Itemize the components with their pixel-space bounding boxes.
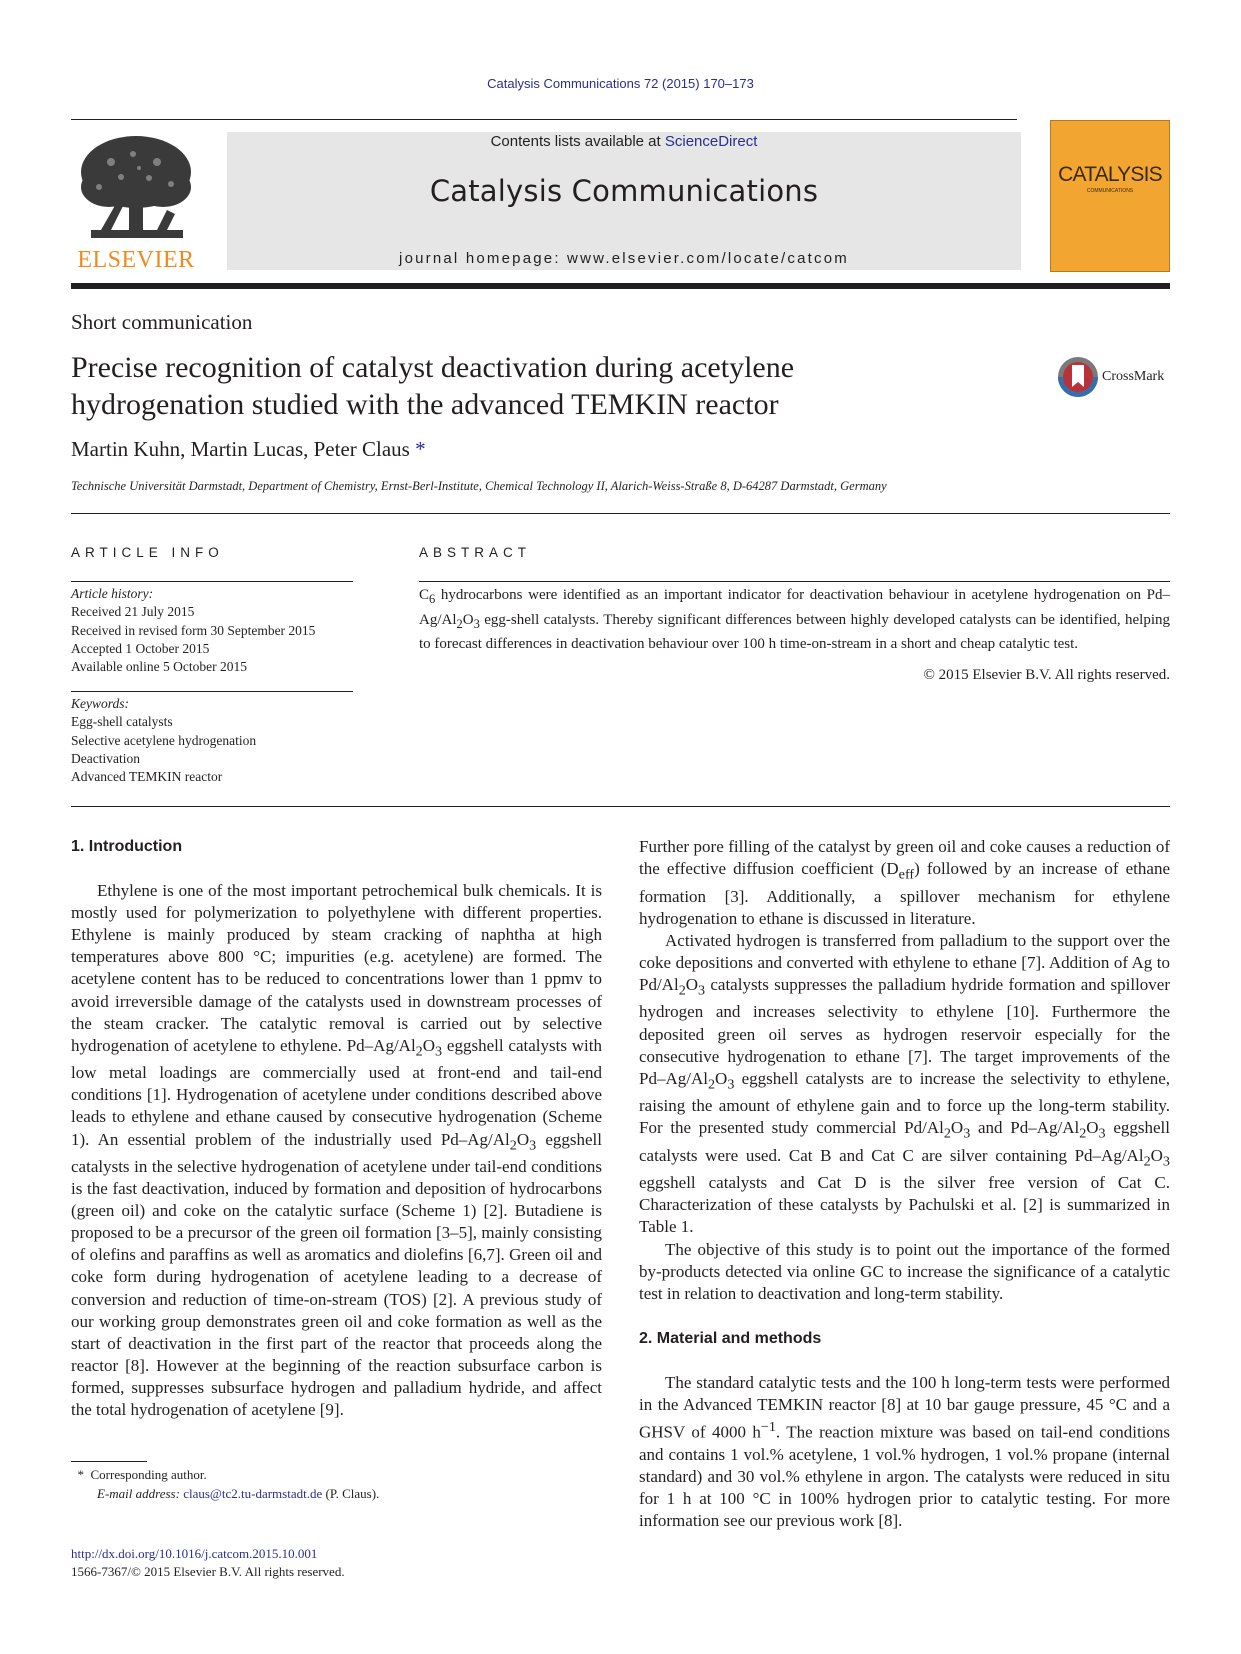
text-line: $Pd-Ag/Al_2O_3$ eggshell catalysts are to increase the selectivity to ethylene,: [639, 1068, 1170, 1093]
text-line: low metal loadings are commercially used at front-end and tail-end: [71, 1063, 602, 1083]
contents-prefix: Contents lists available at: [490, 133, 665, 150]
email-label: E-mail address:: [97, 1485, 180, 1501]
text-line: standard) and 30 vol.% ethylene in argon. The catalysts were reduced in situ: [639, 1466, 1170, 1486]
abstract-rule: [419, 581, 1170, 582]
journal-cover: [1050, 120, 1170, 272]
text-line: reactor [8]. However at the beginning of the reaction subsurface carbon is: [71, 1355, 602, 1375]
text-line: deposited green oil serves as hydrogen reservoir especially for the: [639, 1024, 1170, 1044]
email-link[interactable]: claus@tc2.tu-darmstadt.de: [183, 1485, 323, 1501]
footnote-rule: [71, 1461, 147, 1462]
keywords: [71, 695, 256, 786]
article-info-rule: [71, 581, 353, 582]
article-title: [71, 349, 971, 423]
affiliation: Technische Universität Darmstadt, Department of Chemistry, Ernst-Berl-Institute, Chemical Technology II, Alarich-Weiss-Straße 8, D-64287 Darmstadt, Germany: [71, 479, 887, 493]
text-line: the steam cracker. The catalytic removal is carried out by selective: [71, 1013, 602, 1033]
affiliation-rule: [71, 513, 1170, 514]
text-line: test in relation to deactivation and long-term stability.: [639, 1283, 1004, 1303]
text-line: Ethylene is one of the most important petrochemical bulk chemicals. It is: [97, 881, 602, 901]
text-line: coke depositions and converted with ethylene to ethane [7]. Addition of Ag to: [639, 952, 1170, 972]
text-line: Further pore filling of the catalyst by green oil and coke causes a reduction of: [639, 837, 1170, 856]
history-received: Received 21 July 2015: [71, 604, 195, 620]
text-line: hydrogen and increases selectivity to ethylene [10]. Furthermore the: [639, 1002, 1170, 1022]
text-line: conversion and reduction of time-on-stream (TOS) [2]. A previous study of: [71, 1289, 602, 1309]
keyword-item: Deactivation: [71, 750, 140, 766]
text-line: start of deactivation in the first part of the reactor that proceeds along the: [71, 1333, 602, 1353]
elsevier-wordmark: ELSEVIER: [77, 247, 195, 273]
body-rule: [71, 806, 1170, 807]
abstract-text: $C_6$ hydrocarbons were identified as an important indicator for deactivation behaviour in acetylene hydrogenation on $Pd-Ag/Al_2O_3$ egg-shell catalysts. Thereby significant differences between highly developed catalysts can be identified, helping to forecast differences in deactivation behaviour over 100 h time-on-stream in a short and cheap catalytic test.: [419, 587, 1170, 652]
text-line: 1). An essential problem of the industrially used $Pd-Ag/Al_2O_3$ eggshell: [71, 1129, 602, 1153]
text-line: acetylene content has to be reduced to concentrations lower than 1 ppmv to: [71, 969, 602, 989]
author-list: [71, 437, 426, 462]
text-line: consecutive hydrogenation to ethane [7]. The target improvements of the: [639, 1046, 1170, 1066]
footer-doi-block: [71, 1545, 345, 1580]
abstract-heading: ABSTRACT: [419, 545, 532, 560]
introduction-heading: 1. Introduction: [71, 838, 183, 855]
right-column: [639, 836, 1170, 1532]
text-line: temperatures above 800 °C; impurities (e.g. acetylene) are formed. The: [71, 947, 602, 967]
keyword-item: Selective acetylene hydrogenation: [71, 732, 257, 748]
footnote-corresponding: [71, 1466, 379, 1485]
article-info-heading: ARTICLE INFO: [71, 545, 224, 560]
contents-line: [227, 133, 1021, 150]
journal-homepage[interactable]: journal homepage: www.elsevier.com/locate/catcom: [399, 250, 849, 267]
methods-paragraph: [639, 1372, 1170, 1532]
text-line: our working group demonstrates green oil and coke formation as well as the: [71, 1311, 602, 1331]
cover-title: CATALYSIS: [1058, 163, 1162, 186]
text-line: conditions [1]. Hydrogenation of acetylene under conditions described above: [71, 1085, 602, 1105]
text-line: proposed to be a precursor of the green oil formation [3–5], mainly consisting: [71, 1223, 602, 1243]
text-line: information see our previous work [8].: [639, 1511, 903, 1531]
text-line: formation [3]. Additionally, a spillover mechanism for ethylene: [639, 886, 1170, 906]
email-suffix: (P. Claus).: [325, 1485, 380, 1501]
journal-reference[interactable]: Catalysis Communications 72 (2015) 170–173: [487, 76, 754, 91]
text-line: in the Advanced TEMKIN reactor [8] at 10 bar gauge pressure, 45 °C and a: [639, 1395, 1170, 1415]
footnote-marker: *: [77, 1467, 84, 1482]
introduction-paragraph: [71, 880, 602, 1421]
doi-link[interactable]: http://dx.doi.org/10.1016/j.catcom.2015.10.001: [71, 1546, 318, 1561]
header-thick-rule: [71, 283, 1170, 289]
text-line: hydrogenation to ethane is discussed in literature.: [639, 908, 976, 928]
sciencedirect-link[interactable]: ScienceDirect: [664, 133, 758, 150]
history-accepted: Accepted 1 October 2015: [71, 640, 210, 656]
keywords-rule: [71, 691, 353, 692]
text-line: Characterization of these catalysts by Pachulski et al. [2] is summarized in: [639, 1195, 1170, 1215]
text-line: for 1 h at 100 °C in 100% hydrogen prior to catalytic testing. For more: [639, 1489, 1170, 1509]
text-line: eggshell catalysts and Cat D is the silver free version of Cat C.: [639, 1173, 1170, 1193]
history-label: Article history:: [71, 586, 154, 601]
text-line: GHSV of 4000 $h^{-1}$. The reaction mixture was based on tail-end conditions: [639, 1419, 1170, 1442]
left-column: [71, 836, 602, 1421]
text-line: coke form during hydrogenation of acetylene leading to a decrease of: [71, 1267, 602, 1287]
footnote: [71, 1466, 379, 1503]
text-line: is the fast deactivation, induced by formation and deposition of hydrocarbons: [71, 1179, 602, 1199]
text-line: and contains 1 vol.% acetylene, 1 vol.% hydrogen, 1 vol.% propane (internal: [639, 1444, 1170, 1464]
text-line: catalysts were used. Cat B and Cat C are silver containing $Pd-Ag/Al_2O_3$: [639, 1145, 1170, 1170]
keyword-item: Egg-shell catalysts: [71, 714, 173, 730]
text-line: Table 1.: [639, 1217, 694, 1237]
right-paragraph-3: [639, 1239, 1170, 1305]
top-rule: [71, 119, 1017, 120]
text-line: Activated hydrogen is transferred from palladium to the support over the: [665, 930, 1170, 950]
text-line: hydrogenation of acetylene to ethylene. $Pd-Ag/Al_2O_3$ eggshell catalysts with: [71, 1035, 602, 1060]
keyword-item: Advanced TEMKIN reactor: [71, 769, 223, 785]
text-line: the total hydrogenation of acetylene [9].: [71, 1400, 344, 1420]
methods-heading: 2. Material and methods: [639, 1329, 822, 1347]
text-line: catalysts in the selective hydrogenation of acetylene under tail-end conditions: [71, 1157, 602, 1176]
right-paragraph-1: [639, 836, 1170, 930]
text-line: Ethylene is mainly produced by steam cracking of naphtha at high: [71, 925, 602, 945]
crossmark-label[interactable]: CrossMark: [1102, 369, 1165, 384]
keywords-label: Keywords:: [71, 696, 129, 711]
text-line: For the presented study commercial $Pd/Al_2O_3$ and $Pd-Ag/Al_2O_3$ eggshell: [639, 1118, 1170, 1142]
issn-line: 1566-7367/© 2015 Elsevier B.V. All rights reserved.: [71, 1563, 345, 1579]
footnote-corresponding-text: Corresponding author.: [90, 1467, 207, 1482]
crossmark-icon[interactable]: [1056, 355, 1100, 399]
text-line: The objective of this study is to point out the importance of the formed: [665, 1239, 1170, 1259]
text-line: the effective diffusion coefficient $(D_{eff})$ followed by an increase of ethane: [639, 859, 1170, 883]
text-line: leads to ethylene and ethane caused by consecutive hydrogenation (Scheme: [71, 1107, 602, 1127]
corresponding-author-mark[interactable]: *: [415, 437, 426, 461]
text-line: (green oil) and coke on the catalytic surface (Scheme 1) [2]. Butadiene is: [71, 1201, 602, 1221]
footnote-email-line: [71, 1485, 379, 1504]
text-line: formed, suppresses subsurface hydrogen and palladium hydride, and affect: [71, 1377, 602, 1397]
article-title-line-1: Precise recognition of catalyst deactivation during acetylene: [71, 351, 795, 384]
article-history: [71, 585, 315, 676]
text-line: by-products detected via online GC to increase the significance of a catalytic: [639, 1261, 1170, 1281]
journal-title: Catalysis Communications: [429, 174, 819, 208]
abstract-copyright: © 2015 Elsevier B.V. All rights reserved.: [923, 667, 1170, 683]
text-line: The standard catalytic tests and the 100 h long-term tests were performed: [665, 1372, 1170, 1392]
cover-subtitle: COMMUNICATIONS: [1086, 188, 1134, 194]
text-line: mostly used for polymerization to polyethylene with different properties.: [71, 903, 602, 923]
text-line: raising the amount of ethylene gain and to force up the long-term stability.: [639, 1096, 1170, 1116]
elsevier-tree-icon: [71, 132, 201, 247]
authors-text: Martin Kuhn, Martin Lucas, Peter Claus: [71, 437, 410, 461]
text-line: avoid irreversible damage of the catalysts used in downstream processes of: [71, 991, 602, 1011]
right-paragraph-2: [639, 930, 1170, 1239]
history-revised: Received in revised form 30 September 2015: [71, 622, 316, 638]
text-line: $Pd/Al_2O_3$ catalysts suppresses the palladium hydride formation and spillover: [639, 974, 1170, 999]
article-type: Short communication: [71, 310, 253, 334]
text-line: of olefins and paraffins as well as aromatics and diolefins [6,7]. Green oil and: [71, 1245, 602, 1265]
history-online: Available online 5 October 2015: [71, 659, 247, 675]
article-title-line-2: hydrogenation studied with the advanced TEMKIN reactor: [71, 388, 779, 421]
